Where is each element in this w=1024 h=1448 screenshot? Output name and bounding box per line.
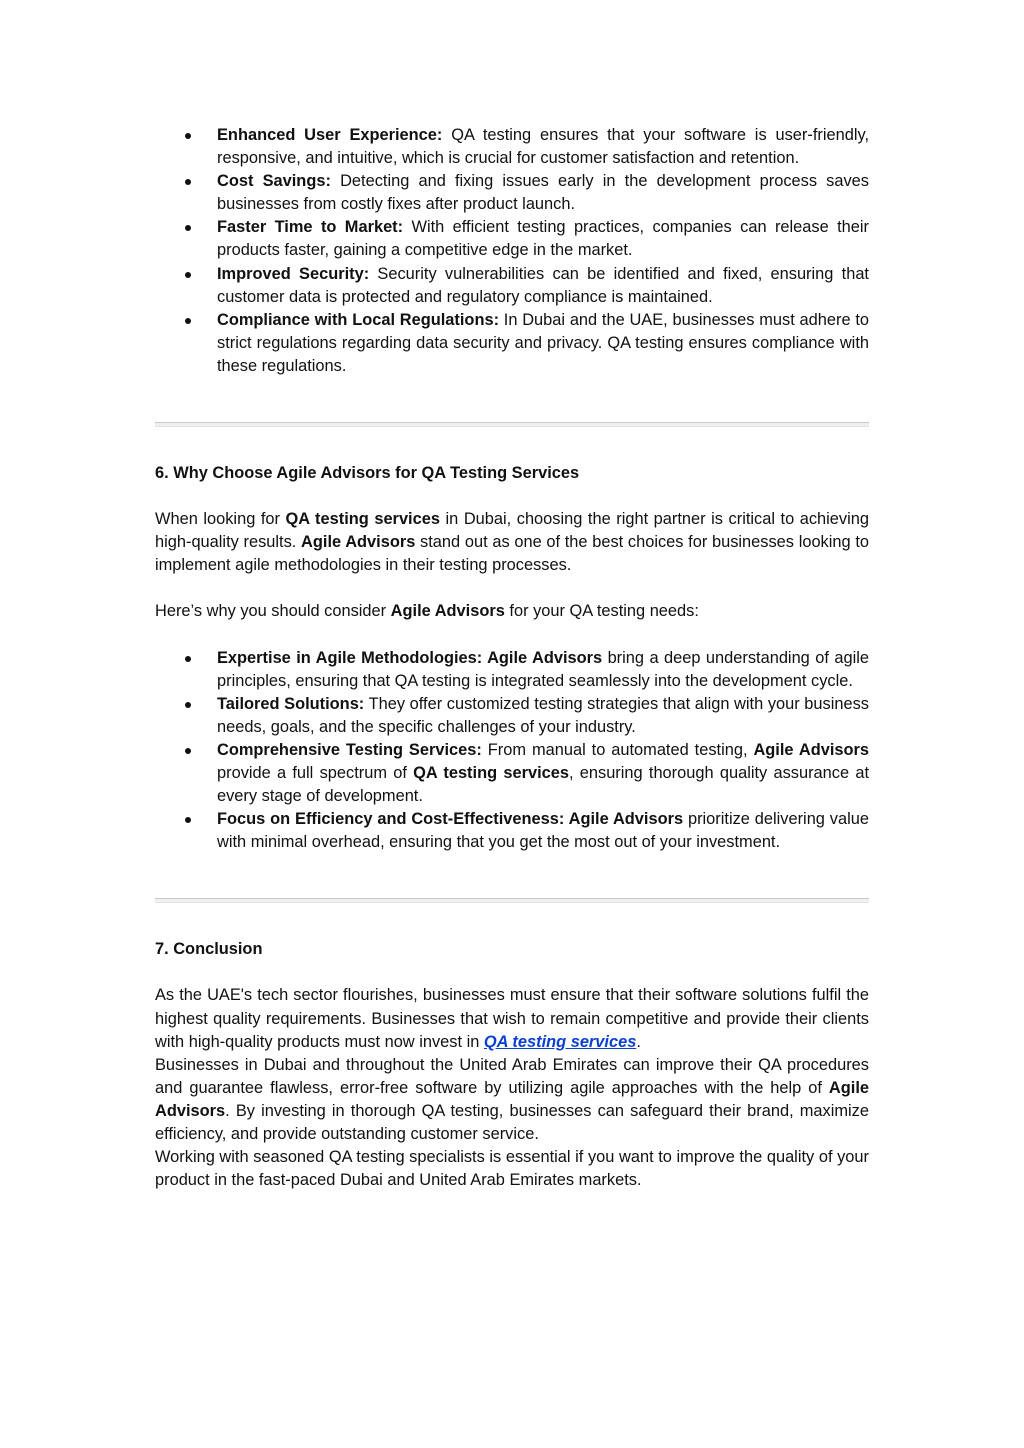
list-item: Improved Security: Security vulnerabilities can be identified and fixed, ensuring that customer data is protected and regulatory compliance is maintained. bbox=[155, 263, 869, 309]
paragraph: Here’s why you should consider Agile Advisors for your QA testing needs: bbox=[155, 602, 699, 621]
bullet-icon bbox=[185, 656, 191, 662]
section-heading: 7. Conclusion bbox=[155, 940, 263, 959]
list-item: Cost Savings: Detecting and fixing issues early in the development process saves businesses from costly fixes after product launch. bbox=[155, 170, 869, 216]
list-item: Expertise in Agile Methodologies: Agile Advisors bring a deep understanding of agile principles, ensuring that QA testing is integrated seamlessly into the development cycle. bbox=[155, 647, 869, 693]
bullet-icon bbox=[185, 318, 191, 324]
paragraph: When looking for QA testing services in Dubai, choosing the right partner is critical to achieving high-quality results. Agile Advisors stand out as one of the best choices for businesses looking to implement agile methodologies in their testing processes. bbox=[155, 510, 869, 575]
paragraph: As the UAE's tech sector flourishes, businesses must ensure that their software solutions fulfil the highest quality requirements. Businesses that wish to remain competitive and provide their clients with high-quality products must now invest in QA testing services. bbox=[155, 986, 869, 1051]
document-page bbox=[155, 124, 869, 1192]
bullet-icon bbox=[185, 748, 191, 754]
paragraph: Working with seasoned QA testing specialists is essential if you want to improve the quality of your product in the fast-paced Dubai and United Arab Emirates markets. bbox=[155, 1148, 869, 1190]
qa-testing-services-link[interactable]: QA testing services bbox=[483, 1032, 637, 1051]
list-item: Comprehensive Testing Services: From manual to automated testing, Agile Advisors provide a full spectrum of QA testing services, ensuring thorough quality assurance at every stage of development. bbox=[155, 739, 869, 808]
bullet-icon bbox=[185, 225, 191, 231]
bullet-icon bbox=[185, 272, 191, 278]
list-item: Faster Time to Market: With efficient testing practices, companies can release their products faster, gaining a competitive edge in the market. bbox=[155, 216, 869, 262]
bullet-icon bbox=[185, 179, 191, 185]
bullet-icon bbox=[185, 817, 191, 823]
benefits-list bbox=[155, 124, 869, 378]
section-heading: 6. Why Choose Agile Advisors for QA Testing Services bbox=[155, 464, 580, 483]
bullet-icon bbox=[185, 133, 191, 139]
list-item: Focus on Efficiency and Cost-Effectiveness: Agile Advisors prioritize delivering value with minimal overhead, ensuring that you get the most out of your investment. bbox=[155, 808, 869, 854]
bullet-icon bbox=[185, 702, 191, 708]
list-item: Compliance with Local Regulations: In Dubai and the UAE, businesses must adhere to strict regulations regarding data security and privacy. QA testing ensures compliance with these regulations. bbox=[155, 309, 869, 378]
list-item: Tailored Solutions: They offer customized testing strategies that align with your business needs, goals, and the specific challenges of your industry. bbox=[155, 693, 869, 739]
reasons-list bbox=[155, 647, 869, 855]
list-item: Enhanced User Experience: QA testing ensures that your software is user-friendly, responsive, and intuitive, which is crucial for customer satisfaction and retention. bbox=[155, 124, 869, 170]
paragraph: Businesses in Dubai and throughout the United Arab Emirates can improve their QA procedures and guarantee flawless, error-free software by utilizing agile approaches with the help of Agile Advisors. By investing in thorough QA testing, businesses can safeguard their brand, maximize efficiency, and provide outstanding customer service. bbox=[155, 1055, 869, 1143]
